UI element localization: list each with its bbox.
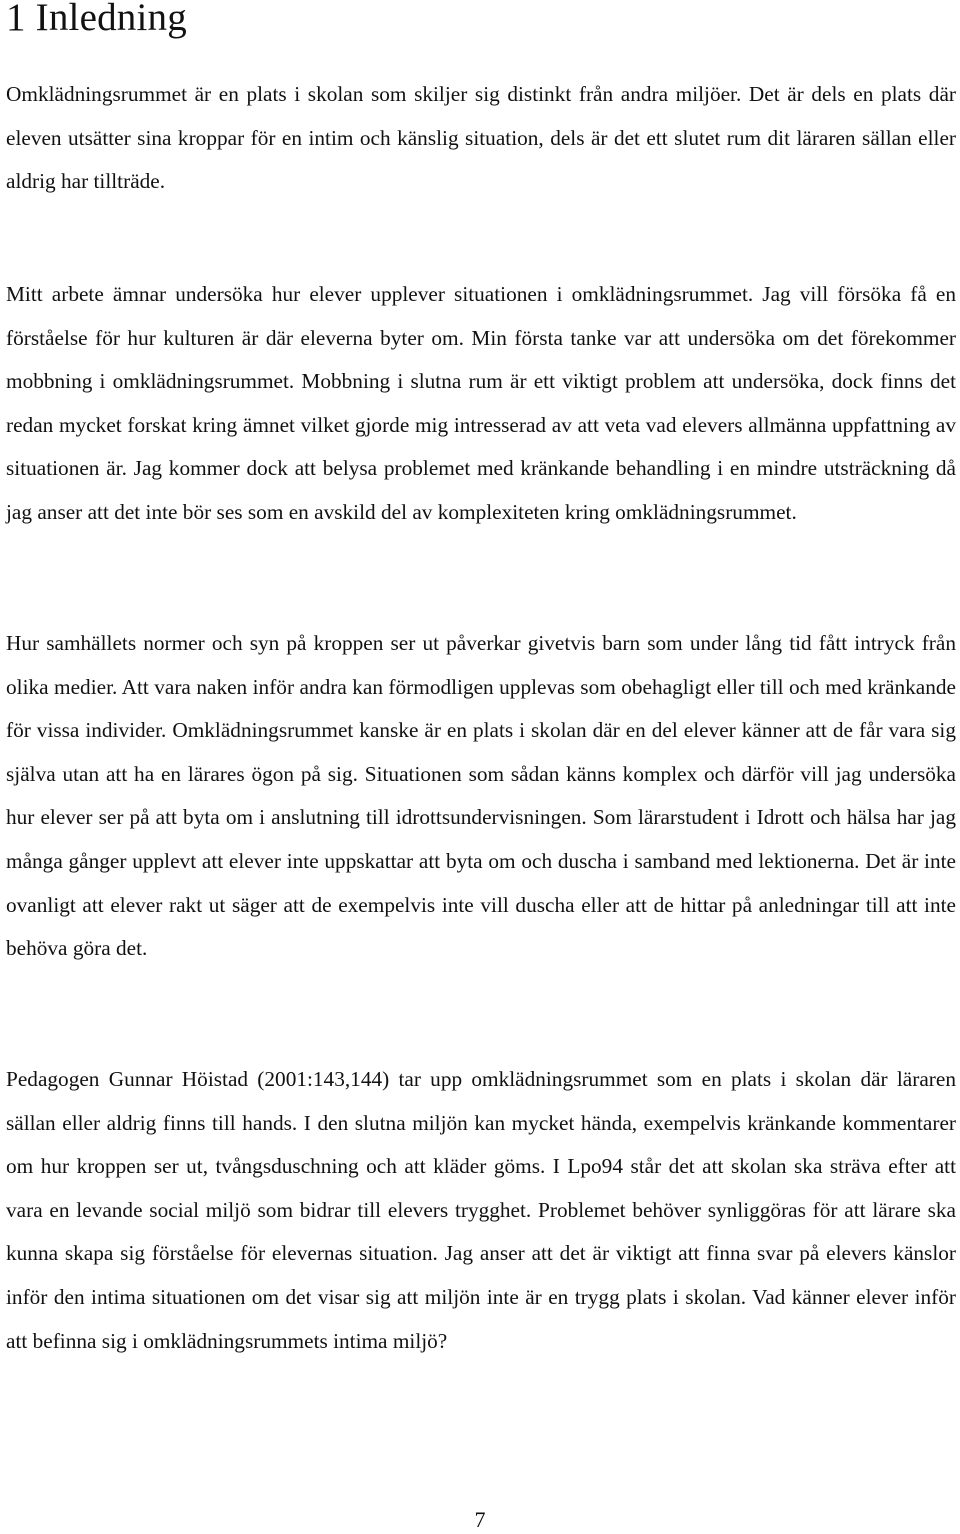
section-heading: 1 Inledning: [6, 0, 187, 39]
paragraph-intro: Omklädningsrummet är en plats i skolan som skiljer sig distinkt från andra miljöer. Det är dels en plats där eleven utsätter sina kroppar för en intim och känslig situation, dels är det ett slutet rum dit läraren sällan eller aldrig har tillträde.: [6, 82, 956, 194]
paragraph-norms: Hur samhällets normer och syn på kroppen ser ut påverkar givetvis barn som under lång tid fått intryck från olika medier. Att vara naken inför andra kan förmodligen upplevas som obehagligt eller till och med kränkande för vissa individer. Omklädningsrummet kanske är en plats i skolan där en del elever känner att de får vara sig själva utan att ha en lärares ögon på sig. Situationen som sådan känns komplex och därför vill jag undersöka hur elever ser på att byta om i anslutning till idrottsundervisningen. Som lärarstudent i Idrott och hälsa har jag många gånger upplevt att elever inte uppskattar att byta om och duscha i samband med lektionerna. Det är inte ovanligt att elever rakt ut säger att de exempelvis inte vill duscha eller att de hittar på anledningar till att inte behöva göra det.: [6, 631, 956, 961]
paragraph-hoistad: Pedagogen Gunnar Höistad (2001:143,144) tar upp omklädningsrummet som en plats i skolan där läraren sällan eller aldrig finns till hands. I den slutna miljön kan mycket hända, exempelvis kränkande kommentarer om hur kroppen ser ut, tvångsduschning och att kläder göms. I Lpo94 står det att skolan ska sträva efter att vara en levande social miljö som bidrar till elevers trygghet. Problemet behöver synliggöras för att lärare ska kunna skapa sig förståelse för elevernas situation. Jag anser att det är viktigt att finna svar på elevers känslor inför den intima situationen om det visar sig att miljön inte är en trygg plats i skolan. Vad känner elever inför att befinna sig i omklädningsrummets intima miljö?: [6, 1067, 956, 1353]
page-number: 7: [474, 1507, 486, 1532]
paragraph-purpose: Mitt arbete ämnar undersöka hur elever upplever situationen i omklädningsrummet. Jag vill försöka få en förståelse för hur kulturen är där eleverna byter om. Min första tanke var att undersöka om det förekommer mobbning i omklädningsrummet. Mobbning i slutna rum är ett viktigt problem att undersöka, dock finns det redan mycket forskat kring ämnet vilket gjorde mig intresserad av att veta vad elevers allmänna uppfattning av situationen är. Jag kommer dock att belysa problemet med kränkande behandling i en mindre utsträckning då jag anser att det inte bör ses som en avskild del av komplexiteten kring omklädningsrummet.: [6, 282, 956, 524]
